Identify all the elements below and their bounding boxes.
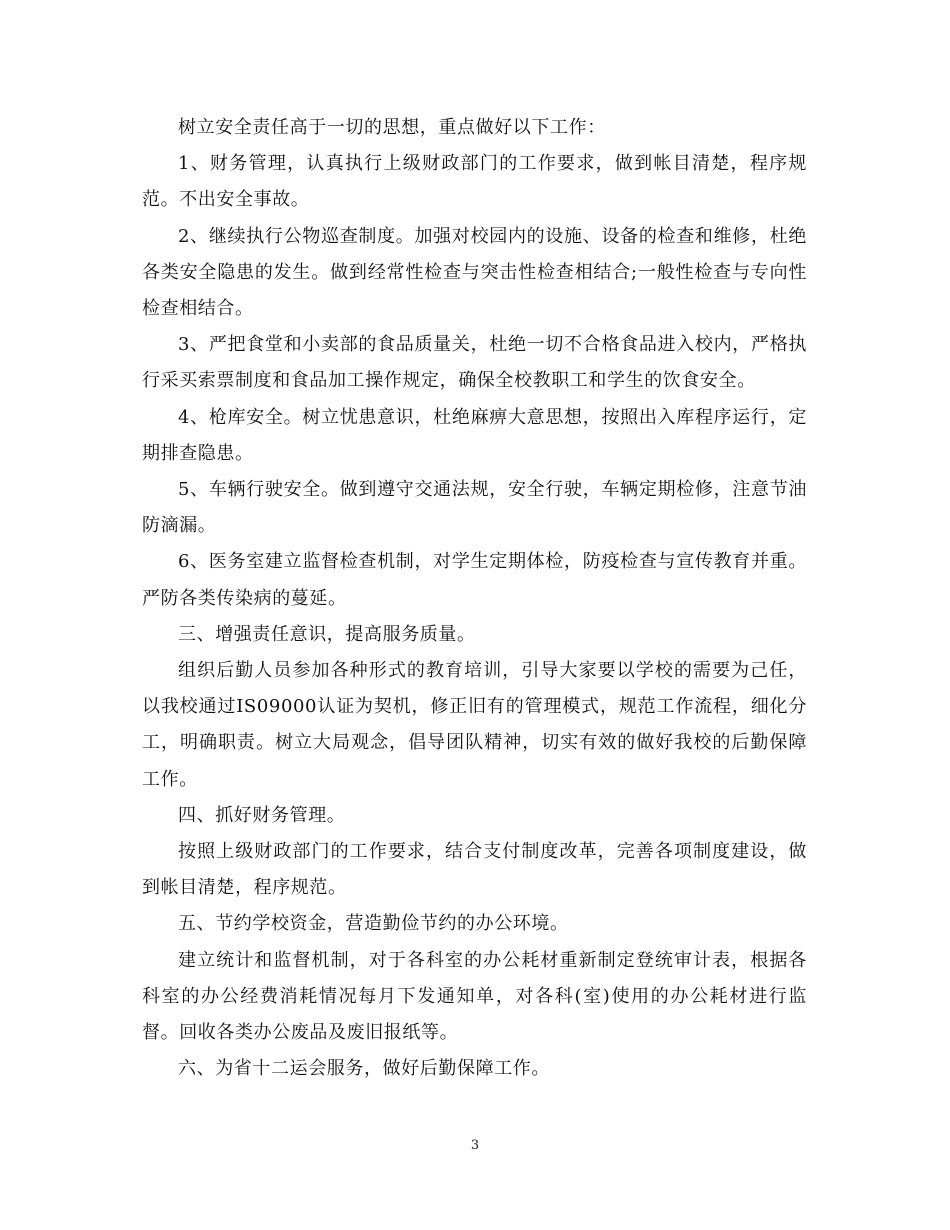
paragraph-item-1-finance: 1、财务管理，认真执行上级财政部门的工作要求，做到帐目清楚，程序规范。不出安全事故。: [142, 153, 807, 211]
document-body: [142, 110, 807, 1087]
paragraph-section-4-body: 按照上级财政部门的工作要求，结合支付制度改革，完善各项制度建设，做到帐目清楚，程序规范。: [142, 841, 807, 899]
section-heading-6: 六、为省十二运会服务，做好后勤保障工作。: [178, 1058, 550, 1080]
paragraph-item-3-food-safety: 3、严把食堂和小卖部的食品质量关，杜绝一切不合格食品进入校内，严格执行采买索票制度和食品加工操作规定，确保全校教职工和学生的饮食安全。: [142, 334, 807, 392]
paragraph-section-5-body: 建立统计和监督机制，对于各科室的办公耗材重新制定登统审计表，根据各科室的办公经费消耗情况每月下发通知单，对各科(室)使用的办公耗材进行监督。回收各类办公废品及废旧报纸等。: [142, 949, 807, 1044]
paragraph-intro: 树立安全责任高于一切的思想，重点做好以下工作：: [178, 117, 606, 138]
paragraph-item-5-vehicles: 5、车辆行驶安全。做到遵守交通法规，安全行驶，车辆定期检修，注意节油防滴漏。: [142, 479, 807, 537]
paragraph-item-2-inspection: 2、继续执行公物巡查制度。加强对校园内的设施、设备的检查和维修，杜绝各类安全隐患的发生。做到经常性检查与突击性检查相结合;一般性检查与专向性检查相结合。: [142, 225, 807, 320]
paragraph-section-3-body: 组织后勤人员参加各种形式的教育培训，引导大家要以学校的需要为己任，以我校通过IS09000认证为契机，修正旧有的管理模式，规范工作流程，细化分工，明确职责。树立大局观念，倡导团队精神，切实有效的做好我校的后勤保障工作。: [142, 660, 807, 790]
page-number: 3: [470, 1138, 480, 1153]
section-heading-3: 三、增强责任意识，提高服务质量。: [178, 623, 476, 645]
section-heading-5: 五、节约学校资金，营造勤俭节约的办公环境。: [178, 913, 569, 935]
section-heading-4: 四、抓好财务管理。: [178, 804, 346, 826]
paragraph-item-4-armory: 4、枪库安全。树立忧患意识，杜绝麻痹大意思想，按照出入库程序运行，定期排查隐患。: [142, 406, 807, 464]
paragraph-item-6-clinic: 6、医务室建立监督检查机制，对学生定期体检，防疫检查与宣传教育并重。严防各类传染病的蔓延。: [142, 551, 807, 609]
